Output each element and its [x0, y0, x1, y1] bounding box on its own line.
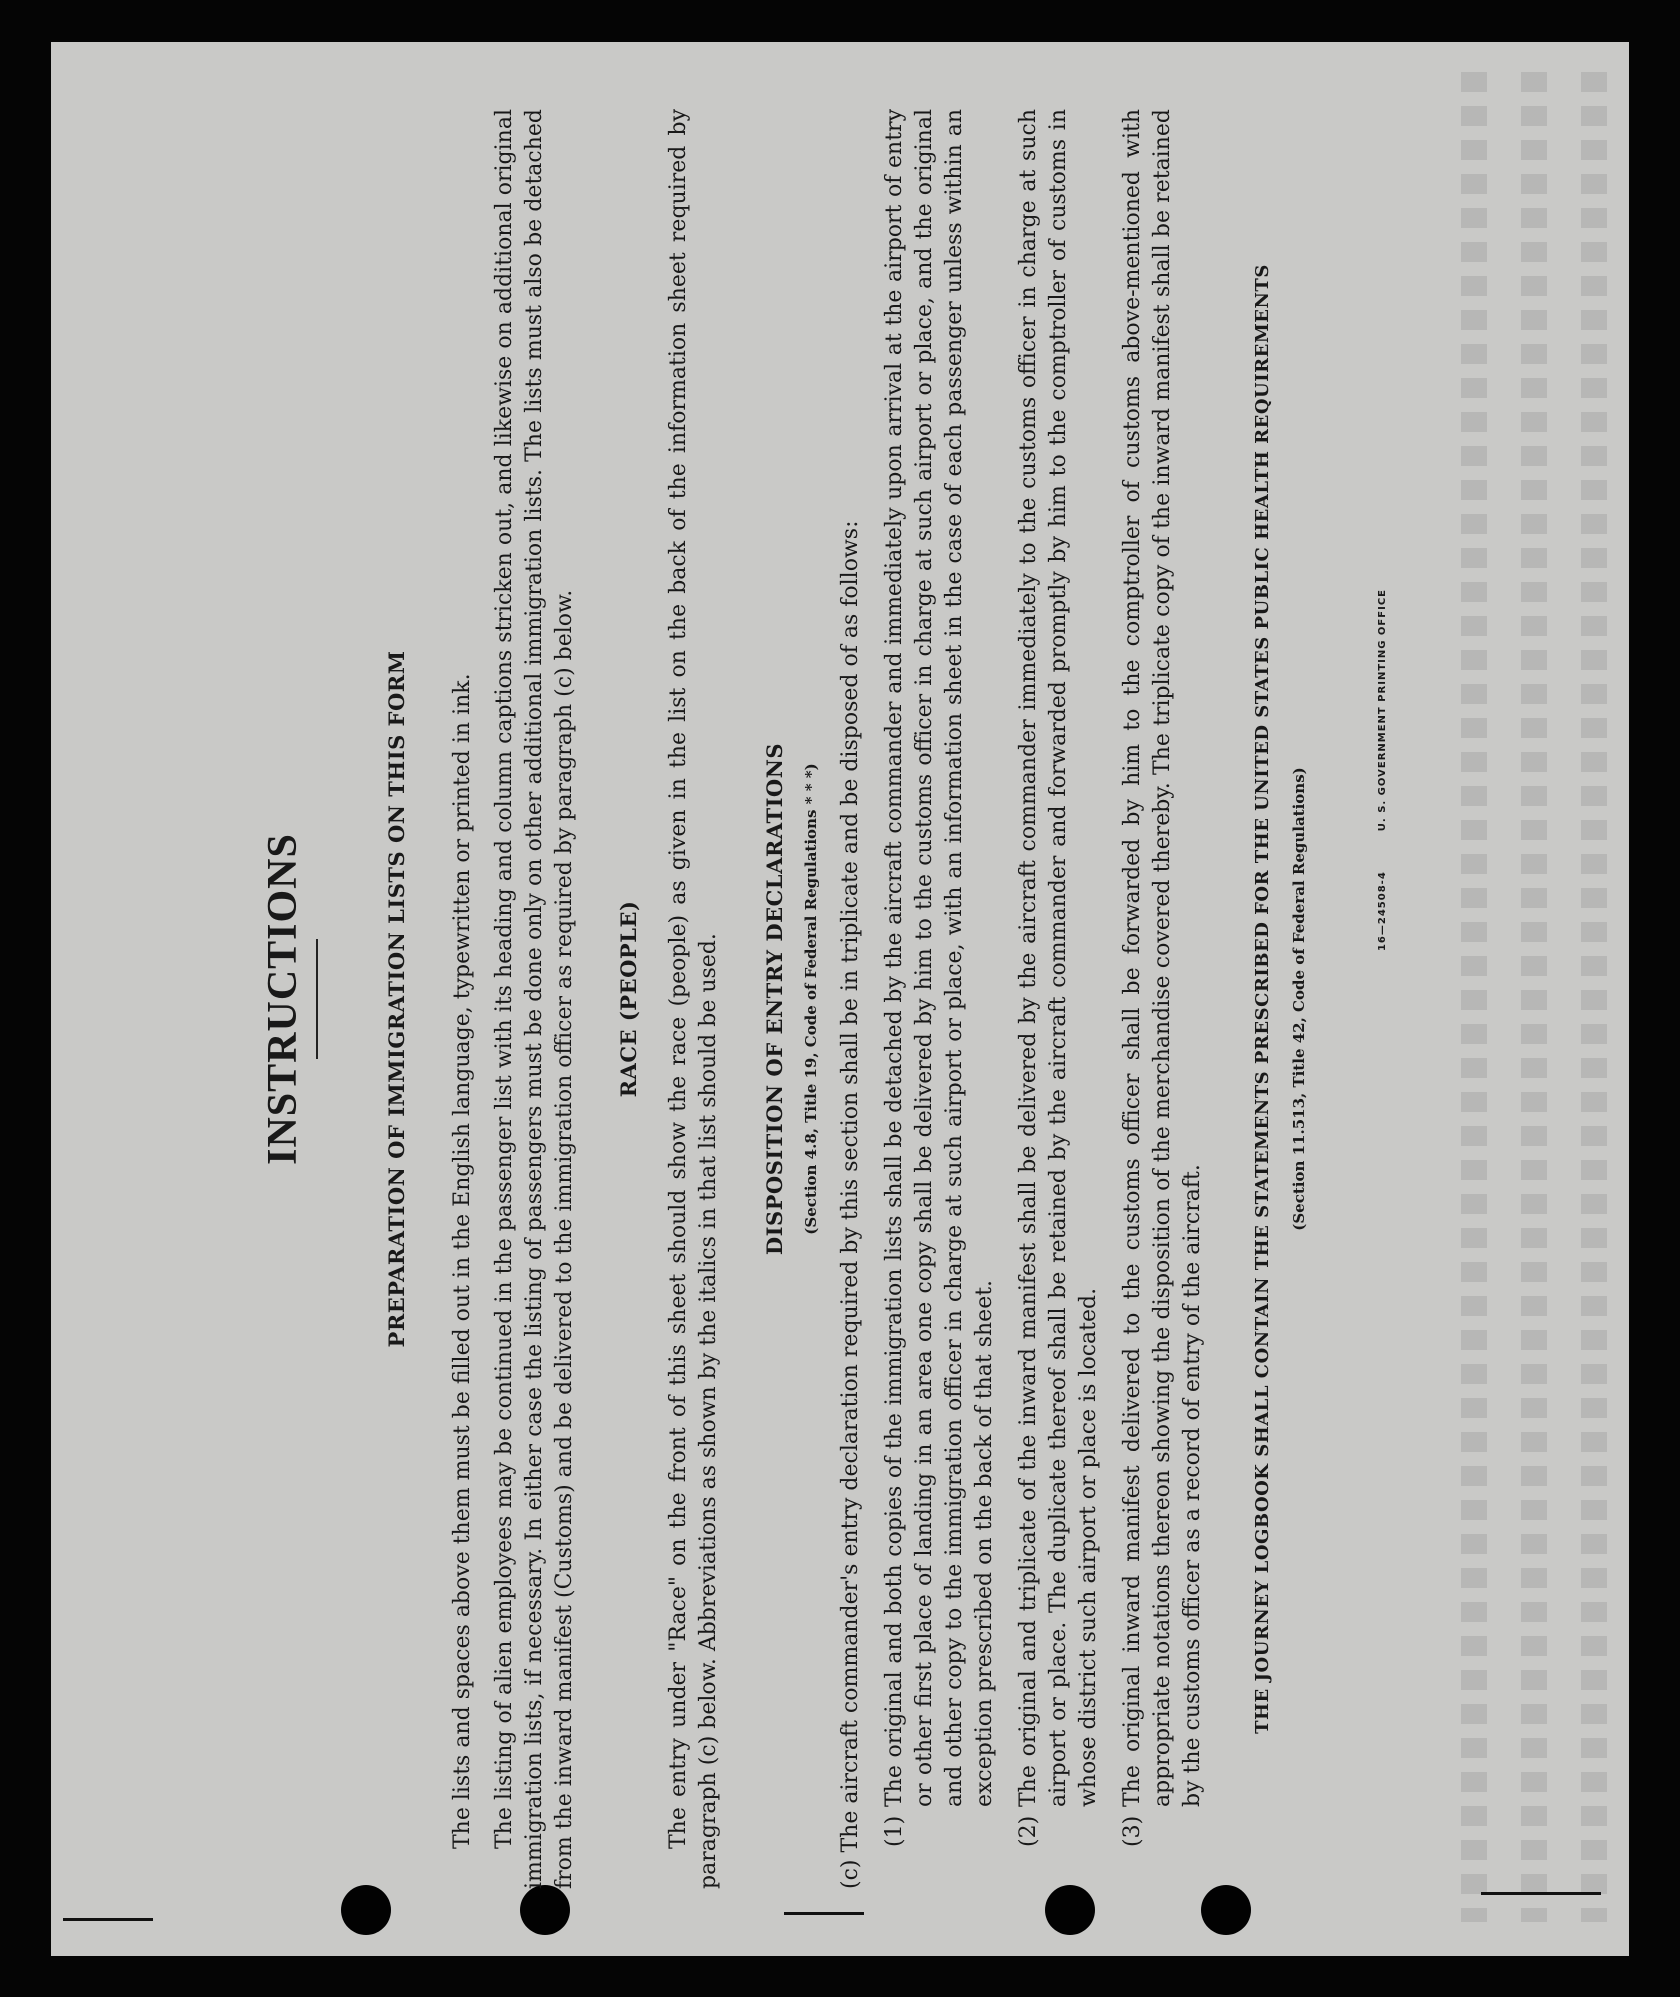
- rotated-page-content: [210, 109, 1470, 1889]
- page-footer: [1368, 109, 1398, 1889]
- list-item: [1014, 109, 1104, 1889]
- paragraph-race: The entry under "Race" on the front of this sheet should show the race (people) as given in the list on the back of the information sheet required by paragraph (c) below. Abbreviations as shown by the italics in that list should be used.: [666, 109, 721, 1889]
- list-item-text: The original and both copies of the immigration lists shall be detached by the aircraft commander and immediately upon arrival at the airport of entry or other first place of landing in an area one copy shall be delivered by him to the customs officer in charge at such airport or place, and the original and other copy to the immigration officer in charge at such airport or place, with an information sheet in the case of each passenger unless within an exception prescribed on the back of that sheet.: [882, 109, 997, 1807]
- list-item-number: (2): [1016, 1815, 1041, 1847]
- form-number: 16—24508-4: [1377, 871, 1388, 952]
- document-sheet: [51, 42, 1629, 1956]
- citation-disposition: (Section 4.8, Title 19, Code of Federal Regulations * * *): [802, 763, 820, 1235]
- section-heading-disposition: DISPOSITION OF ENTRY DECLARATIONS: [762, 742, 787, 1256]
- paragraph-lists: The lists and spaces above them must be filled out in the English language, typewritten or printed in ink.: [450, 673, 475, 1849]
- paragraph-intro: (c) The aircraft commander's entry declaration required by this section shall be in triplicate and be disposed of as follows:: [838, 520, 863, 1889]
- list-item-number: (3): [1120, 1815, 1145, 1847]
- printer-imprint: U. S. GOVERNMENT PRINTING OFFICE: [1377, 589, 1388, 832]
- list-item-text: The original inward manifest delivered to the customs officer shall be forwarded by him to the comptroller of customs above-mentioned with appropriate notations thereon showing the disposition of the merchandise covered thereby. The triplicate copy of the inward manifest shall be retained by the customs officer as a record of entry of the aircraft.: [1120, 109, 1205, 1807]
- edge-mark: [784, 1912, 864, 1915]
- section-heading-race: RACE (PEOPLE): [616, 900, 641, 1098]
- list-item: [880, 109, 1000, 1889]
- list-item-number: (1): [882, 1815, 907, 1847]
- list-item: [1118, 109, 1208, 1889]
- edge-mark: [63, 1918, 153, 1921]
- bleed-through-text: [1521, 72, 1547, 1922]
- section-heading-logbook: THE JOURNEY LOGBOOK SHALL CONTAIN THE STATEMENTS PRESCRIBED FOR THE UNITED STATES PUBLIC HEALTH REQUIREMENTS: [1252, 264, 1273, 1734]
- punch-hole: [520, 1885, 570, 1935]
- bleed-through-text: [1581, 72, 1607, 1922]
- page-title: INSTRUCTIONS: [260, 833, 306, 1165]
- edge-mark: [1481, 1892, 1601, 1895]
- citation-logbook: (Section 11.513, Title 42, Code of Federal Regulations): [1290, 767, 1308, 1231]
- punch-hole: [1201, 1885, 1251, 1935]
- list-item-text: The original and triplicate of the inward manifest shall be delivered by the aircraft commander immediately to the customs officer in charge at such airport or place. The duplicate thereof shall be retained by the aircraft commander and forwarded promptly by him to the comptroller of customs in whose district such airport or place is located.: [1016, 109, 1101, 1807]
- paragraph-listing: The listing of alien employees may be continued in the passenger list with its heading and column captions stricken out, and likewise on additional original immigration lists, if necessary. In either case the listing of passengers must be done only on other additional immigration lists. The lists must also be detached from the inward manifest (Customs) and be delivered to the immigration officer as required by paragraph (c) below.: [492, 109, 577, 1889]
- punch-hole: [1045, 1885, 1095, 1935]
- section-heading-preparation: PREPARATION OF IMMIGRATION LISTS ON THIS FORM: [384, 650, 409, 1348]
- punch-hole: [341, 1885, 391, 1935]
